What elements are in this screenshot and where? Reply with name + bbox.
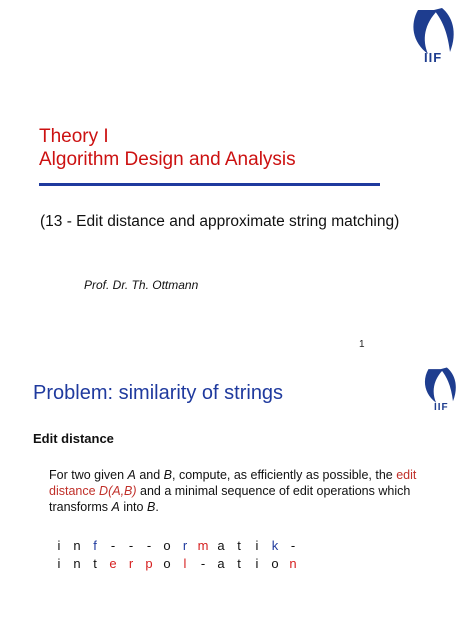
alignment-char: i — [255, 538, 259, 553]
slide-title: Problem: similarity of strings — [33, 382, 284, 404]
alignment-char: o — [163, 538, 171, 553]
alignment-char: r — [182, 538, 188, 553]
para-text: into — [119, 500, 147, 514]
alignment-char: n — [289, 556, 297, 571]
var-b: B — [146, 500, 156, 514]
alignment-char: n — [73, 538, 81, 553]
logo-text: IIF — [424, 50, 443, 65]
highlight-edit: edit — [396, 468, 417, 482]
highlight-dab: D(A,B) — [99, 484, 137, 498]
alignment-char: k — [271, 538, 279, 553]
para-text: For two given — [49, 468, 128, 482]
highlight-distance: distance — [49, 484, 96, 498]
alignment-char: - — [128, 538, 134, 553]
var-b: B — [163, 468, 173, 482]
var-a: A — [111, 500, 120, 514]
content-slide — [0, 362, 474, 632]
alignment-row-1 — [50, 538, 302, 553]
para-text: , compute, as efficiently as possible, the — [172, 468, 397, 482]
alignment-char: m — [197, 538, 209, 553]
logo-text-small: IIF — [434, 402, 449, 413]
alignment-char: a — [217, 556, 225, 571]
alignment-char: i — [57, 538, 61, 553]
slide-subtitle: (13 - Edit distance and approximate string matching) — [40, 213, 400, 230]
alignment-char: a — [217, 538, 225, 553]
alignment-char: t — [237, 538, 241, 553]
alignment-char: i — [255, 556, 259, 571]
para-text: . — [155, 500, 159, 514]
alignment-char: - — [290, 538, 296, 553]
alignment-char: - — [200, 556, 206, 571]
alignment-char: o — [271, 556, 279, 571]
alignment-char: e — [109, 556, 117, 571]
alignment-char: l — [183, 556, 187, 571]
alignment-char: p — [145, 556, 153, 571]
para-text: and a minimal sequence of edit operations which transforms — [49, 484, 411, 514]
alignment-char: - — [146, 538, 152, 553]
alignment-char: t — [237, 556, 241, 571]
alignment-char: - — [110, 538, 116, 553]
section-heading: Edit distance — [33, 431, 114, 446]
alignment-char: o — [163, 556, 171, 571]
alignment-char: n — [73, 556, 81, 571]
alignment-char: t — [93, 556, 97, 571]
var-a: A — [127, 468, 136, 482]
slide-title-line1: Theory I — [39, 126, 109, 147]
author: Prof. Dr. Th. Ottmann — [84, 278, 199, 292]
para-text: and — [135, 468, 164, 482]
alignment-char: r — [128, 556, 134, 571]
page-number: 1 — [359, 339, 365, 350]
alignment-char: f — [93, 538, 97, 553]
alignment-char: i — [57, 556, 61, 571]
definition-paragraph — [49, 467, 449, 515]
title-rule — [39, 183, 380, 186]
alignment-row-2 — [50, 556, 302, 571]
slide-title-line2: Algorithm Design and Analysis — [39, 149, 296, 170]
